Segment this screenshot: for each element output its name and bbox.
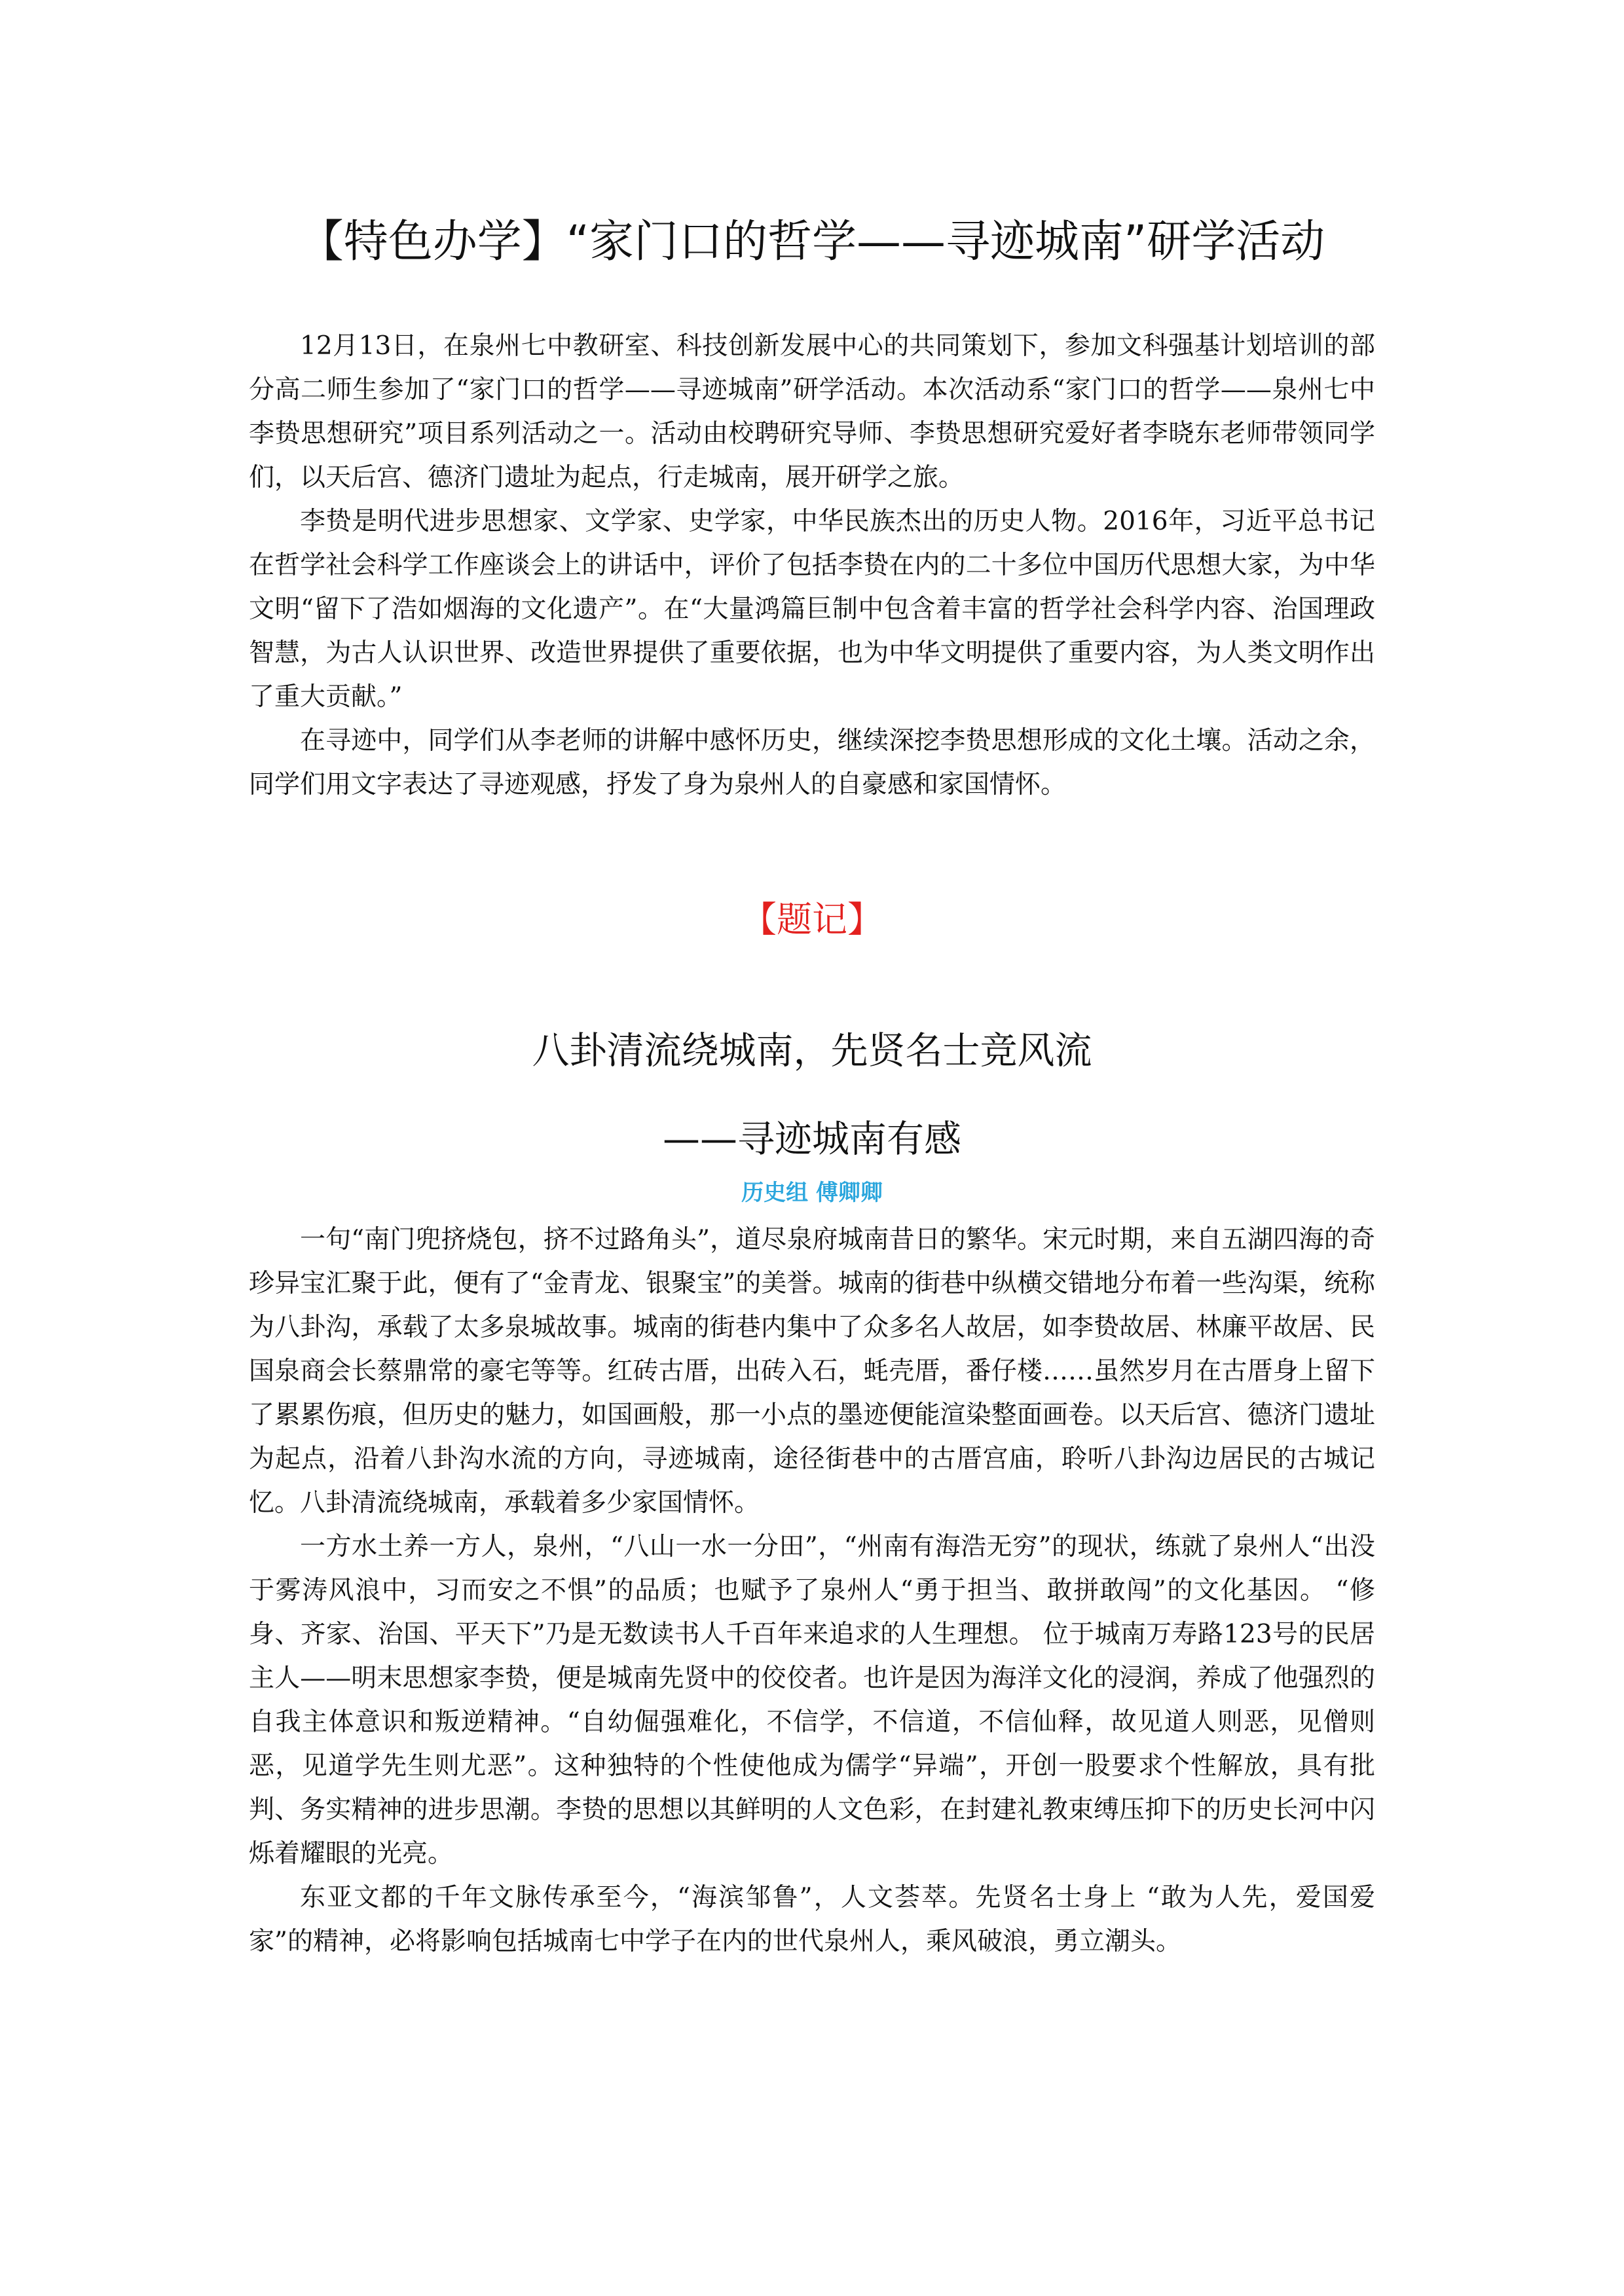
page-title: 【特色办学】“家门口的哲学——寻迹城南”研学活动: [299, 216, 1325, 268]
intro-paragraph: 李贽是明代进步思想家、文学家、史学家，中华民族杰出的历史人物。2016年，习近平总书记在哲学社会科学工作座谈会上的讲话中，评价了包括李贽在内的二十多位中国历代思想大家，为中华文明“留下了浩如烟海的文化遗产”。在“大量鸿篇巨制中包含着丰富的哲学社会科学内容、治国理政智慧，为古人认识世界、改造世界提供了重要依据，也为中华文明提供了重要内容，为人类文明作出了重大贡献。”: [249, 507, 1375, 712]
essay-paragraph: 一方水土养一方人，泉州，“八山一水一分田”，“州南有海浩无穷”的现状，练就了泉州人“出没于雾涛风浪中，习而安之不惧”的品质；也赋予了泉州人“勇于担当、敢拼敢闯”的文化基因。 “修身、齐家、治国、平天下”乃是无数读书人千百年来追求的人生理想。 位于城南万寿路123号的民居主人——明末思想家李贽，便是城南先贤中的佼佼者。也许是因为海洋文化的浸润，养成了他强烈的自我主体意识和叛逆精神。“自幼倔强难化，不信学，不信道，不信仙释，故见道人则恶，见僧则恶，见道学先生则尤恶”。这种独特的个性使他成为儒学“异端”，开创一股要求个性解放，具有批判、务实精神的进步思潮。李贽的思想以其鲜明的人文色彩，在封建礼教束缚压抑下的历史长河中闪烁着耀眼的光亮。: [249, 1532, 1375, 1868]
intro-paragraph: 在寻迹中，同学们从李老师的讲解中感怀历史，继续深挖李贽思想形成的文化土壤。活动之余，同学们用文字表达了寻迹观感，抒发了身为泉州人的自豪感和家国情怀。: [249, 726, 1375, 799]
essay-body: [249, 1218, 1375, 1963]
intro-paragraph: 12月13日，在泉州七中教研室、科技创新发展中心的共同策划下，参加文科强基计划培训的部分高二师生参加了“家门口的哲学——寻迹城南”研学活动。本次活动系“家门口的哲学——泉州七中李贽思想研究”项目系列活动之一。活动由校聘研究导师、李贽思想研究爱好者李晓东老师带领同学们，以天后宫、德济门遗址为起点，行走城南，展开研学之旅。: [249, 331, 1375, 492]
essay-subtitle: ——寻迹城南有感: [663, 1118, 961, 1161]
intro-section: [249, 324, 1375, 807]
section-tag: 【题记】: [741, 899, 883, 940]
essay-paragraph: 一句“南门兜挤烧包，挤不过路角头”，道尽泉府城南昔日的繁华。宋元时期，来自五湖四海的奇珍异宝汇聚于此，便有了“金青龙、银聚宝”的美誉。城南的街巷中纵横交错地分布着一些沟渠，统称为八卦沟，承载了太多泉城故事。城南的街巷内集中了众多名人故居，如李贽故居、林廉平故居、民国泉商会长蔡鼎常的豪宅等等。红砖古厝，出砖入石，蚝壳厝，番仔楼……虽然岁月在古厝身上留下了累累伤痕，但历史的魅力，如国画般，那一小点的墨迹便能渲染整面画卷。以天后宫、德济门遗址为起点，沿着八卦沟水流的方向，寻迹城南，途径街巷中的古厝宫庙，聆听八卦沟边居民的古城记忆。八卦清流绕城南，承载着多少家国情怀。: [249, 1225, 1375, 1518]
essay-paragraph: 东亚文都的千年文脉传承至今，“海滨邹鲁”，人文荟萃。先贤名士身上 “敢为人先，爱国爱家”的精神，必将影响包括城南七中学子在内的世代泉州人，乘风破浪，勇立潮头。: [249, 1883, 1375, 1956]
essay-title: 八卦清流绕城南，先贤名士竞风流: [532, 1029, 1092, 1072]
essay-author: 历史组 傅卿卿: [741, 1180, 883, 1206]
